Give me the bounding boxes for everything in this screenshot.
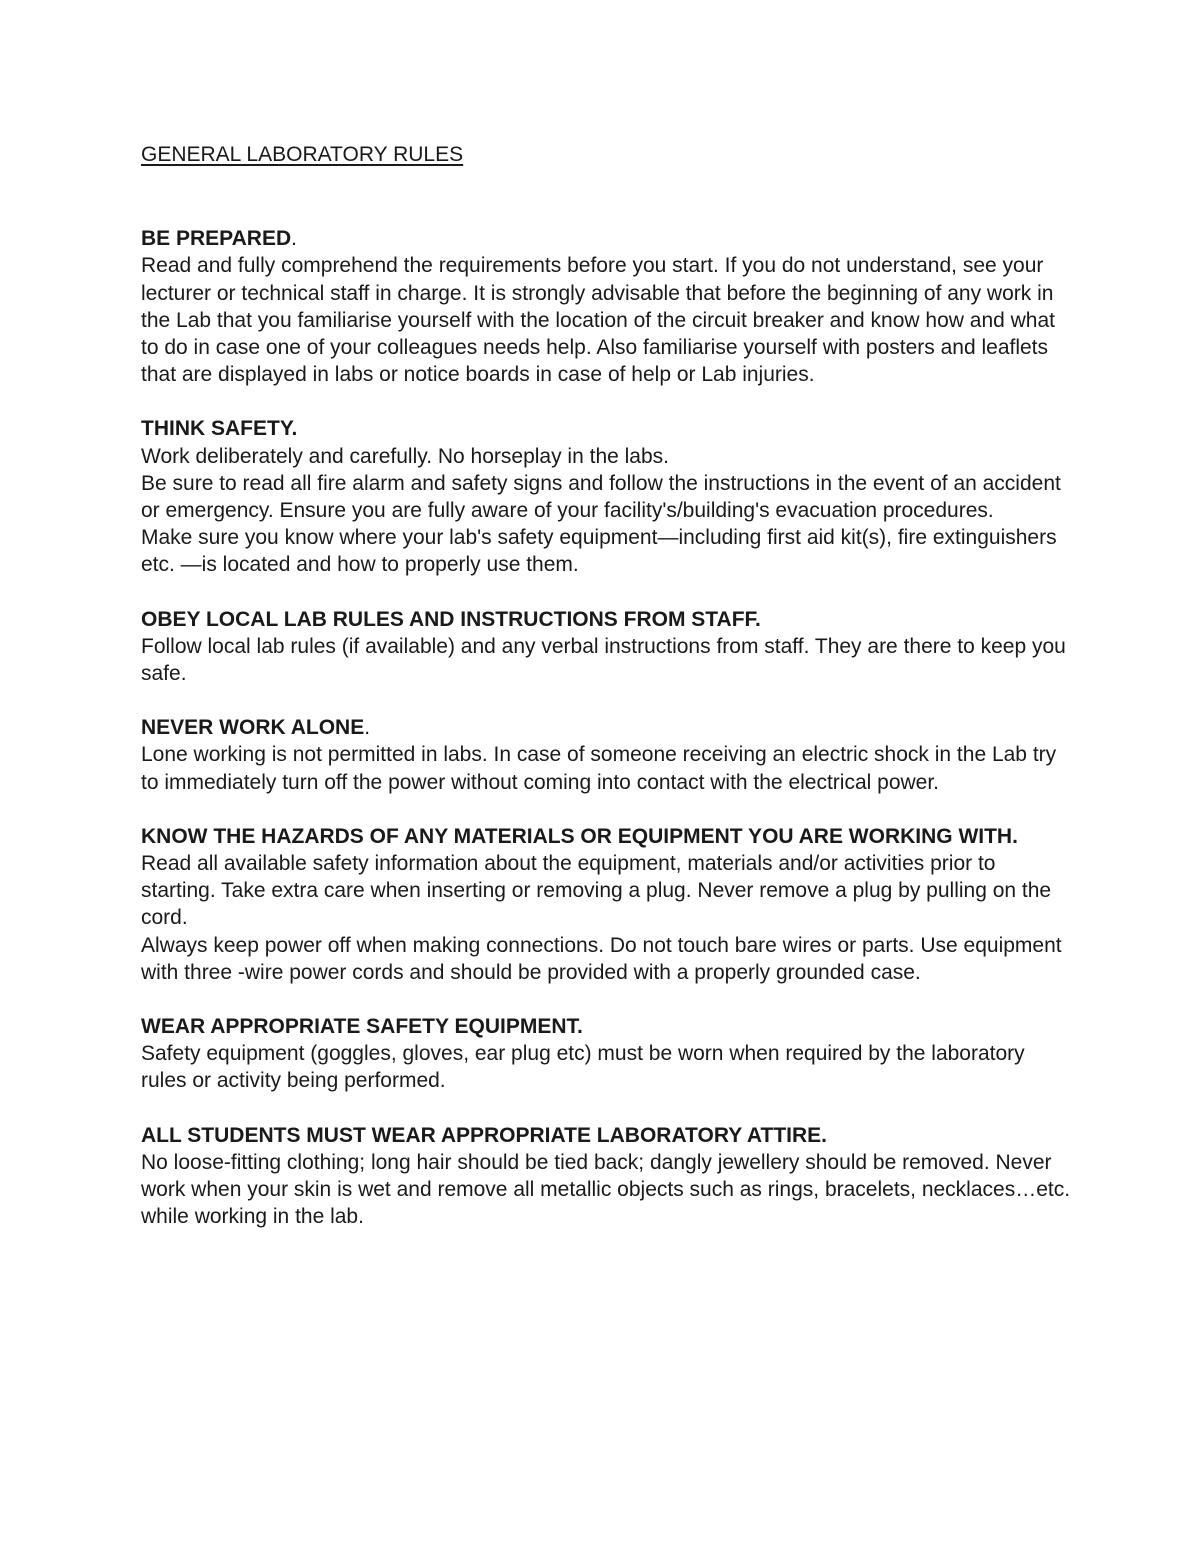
rules-list	[141, 225, 1071, 1230]
document-title: GENERAL LABORATORY RULES	[141, 143, 464, 166]
rule-section	[141, 714, 1071, 796]
rule-section	[141, 823, 1071, 986]
rule-heading	[141, 415, 1071, 442]
rule-section	[141, 415, 1071, 578]
rule-paragraph: Lone working is not permitted in labs. In case of someone receiving an electric shock in the Lab try to immediately turn off the power without coming into contact with the electrical power.	[141, 743, 1057, 794]
rule-paragraph: No loose-fitting clothing; long hair should be tied back; dangly jewellery should be removed. Never work when your skin is wet and remove all metallic objects such as rings, bracelets, necklaces…etc. while working in the lab.	[141, 1150, 1071, 1229]
rule-paragraph: Always keep power off when making connections. Do not touch bare wires or parts. Use equipment with three -wire power cords and should be provided with a properly grounded case.	[141, 933, 1062, 984]
rule-heading	[141, 1013, 1071, 1040]
rule-heading-text: BE PREPARED	[141, 227, 292, 251]
rule-heading	[141, 823, 1071, 850]
rule-paragraph: Read all available safety information about the equipment, materials and/or activities prior to starting. Take extra care when inserting or removing a plug. Never remove a plug by pulling on the cord.	[141, 852, 1052, 930]
rule-paragraph: Work deliberately and carefully. No horseplay in the labs.	[141, 444, 669, 468]
rule-section	[141, 225, 1071, 388]
rule-heading-text: WEAR APPROPRIATE SAFETY EQUIPMENT.	[141, 1015, 583, 1039]
rule-heading-text: NEVER WORK ALONE	[141, 716, 365, 740]
rule-paragraph: Be sure to read all fire alarm and safety signs and follow the instructions in the event of an accident or emergency. Ensure you are fully aware of your facility's/building's evacuation procedures.	[141, 471, 1061, 523]
rule-paragraph: Make sure you know where your lab's safety equipment—including first aid kit(s), fire extinguishers etc. —is located and how to properly use them.	[141, 526, 1057, 577]
rule-heading-text: OBEY LOCAL LAB RULES AND INSTRUCTIONS FROM STAFF.	[141, 607, 761, 631]
rule-heading-tail: .	[291, 227, 297, 251]
rule-heading	[141, 714, 1071, 741]
rule-heading-tail: .	[364, 716, 371, 740]
rule-heading	[141, 225, 1071, 252]
rule-heading	[141, 606, 1071, 633]
rule-heading	[141, 1122, 1071, 1149]
rule-paragraph: Safety equipment (goggles, gloves, ear plug etc) must be worn when required by the laboratory rules or activity being performed.	[141, 1042, 1025, 1093]
rule-heading-text: THINK SAFETY.	[141, 417, 298, 441]
document-page	[141, 141, 1071, 1258]
rule-section	[141, 1013, 1071, 1095]
rule-paragraph: Read and fully comprehend the requirements before you start. If you do not understand, see your lecturer or technical staff in charge. It is strongly advisable that before the beginning of any work in the Lab that you familiarise yourself with the location of the circuit breaker and know how and what to do in case one of your colleagues needs help. Also familiarise yourself with posters and leaflets that are displayed in labs or notice boards in case of help or Lab injuries.	[141, 254, 1056, 387]
rule-paragraph: Follow local lab rules (if available) and any verbal instructions from staff. They are there to keep you safe.	[141, 634, 1066, 686]
rule-section	[141, 1122, 1071, 1231]
rule-heading-text: ALL STUDENTS MUST WEAR APPROPRIATE LABORATORY ATTIRE.	[141, 1123, 828, 1147]
rule-section	[141, 606, 1071, 688]
rule-heading-text: KNOW THE HAZARDS OF ANY MATERIALS OR EQUIPMENT YOU ARE WORKING WITH.	[141, 824, 1018, 848]
